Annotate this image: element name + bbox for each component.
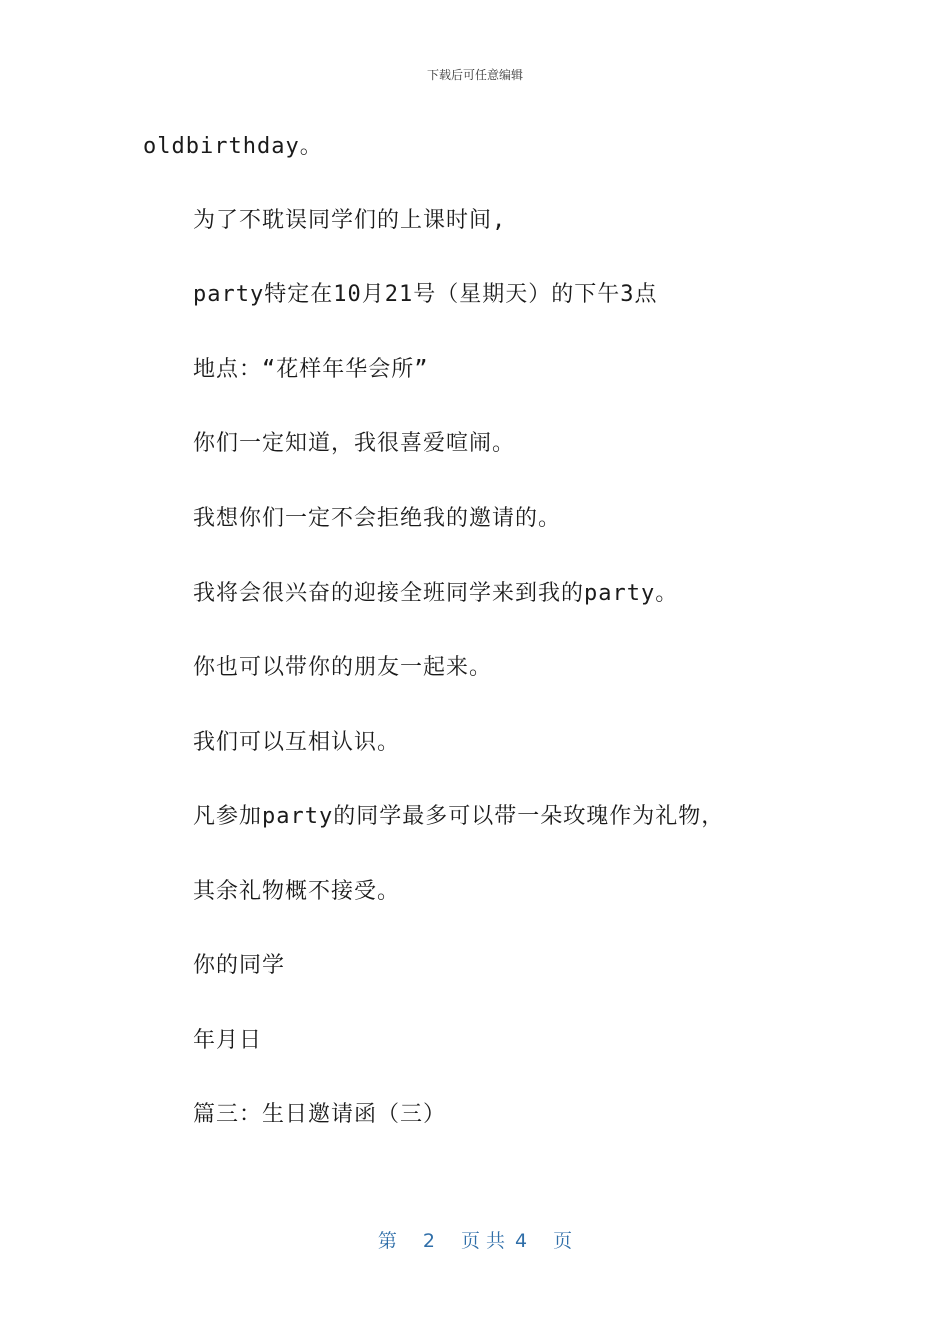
page-footer (0, 1226, 950, 1253)
text-line: oldbirthday。 (143, 134, 323, 159)
text-line: 你也可以带你的朋友一起来。 (193, 655, 493, 680)
text-line: party特定在10月21号（星期天）的下午3点 (193, 282, 658, 307)
text-line: 凡参加party的同学最多可以带一朵玫瑰作为礼物， (193, 804, 725, 829)
text-line: 我想你们一定不会拒绝我的邀请的。 (193, 506, 562, 531)
section-heading: 篇三：生日邀请函（三） (193, 1102, 447, 1127)
text-line: 你们一定知道，我很喜爱喧闹。 (193, 431, 516, 456)
text-line: 你的同学 (193, 953, 286, 978)
text-line: 为了不耽误同学们的上课时间, (193, 208, 507, 233)
text-line: 年月日 (193, 1028, 263, 1053)
text-line: 我将会很兴奋的迎接全班同学来到我的party。 (193, 581, 679, 606)
text-line: 地点：“花样年华会所” (193, 357, 429, 382)
page-current: 2 (422, 1230, 435, 1252)
page-label-suffix: 页 (553, 1230, 573, 1252)
page-label-mid: 页 共 (460, 1230, 506, 1252)
page-total: 4 (515, 1230, 528, 1252)
text-line: 其余礼物概不接受。 (193, 879, 401, 904)
page-label-prefix: 第 (377, 1230, 397, 1252)
page-header: 下载后可任意编辑 (426, 68, 523, 82)
text-line: 我们可以互相认识。 (193, 730, 401, 755)
